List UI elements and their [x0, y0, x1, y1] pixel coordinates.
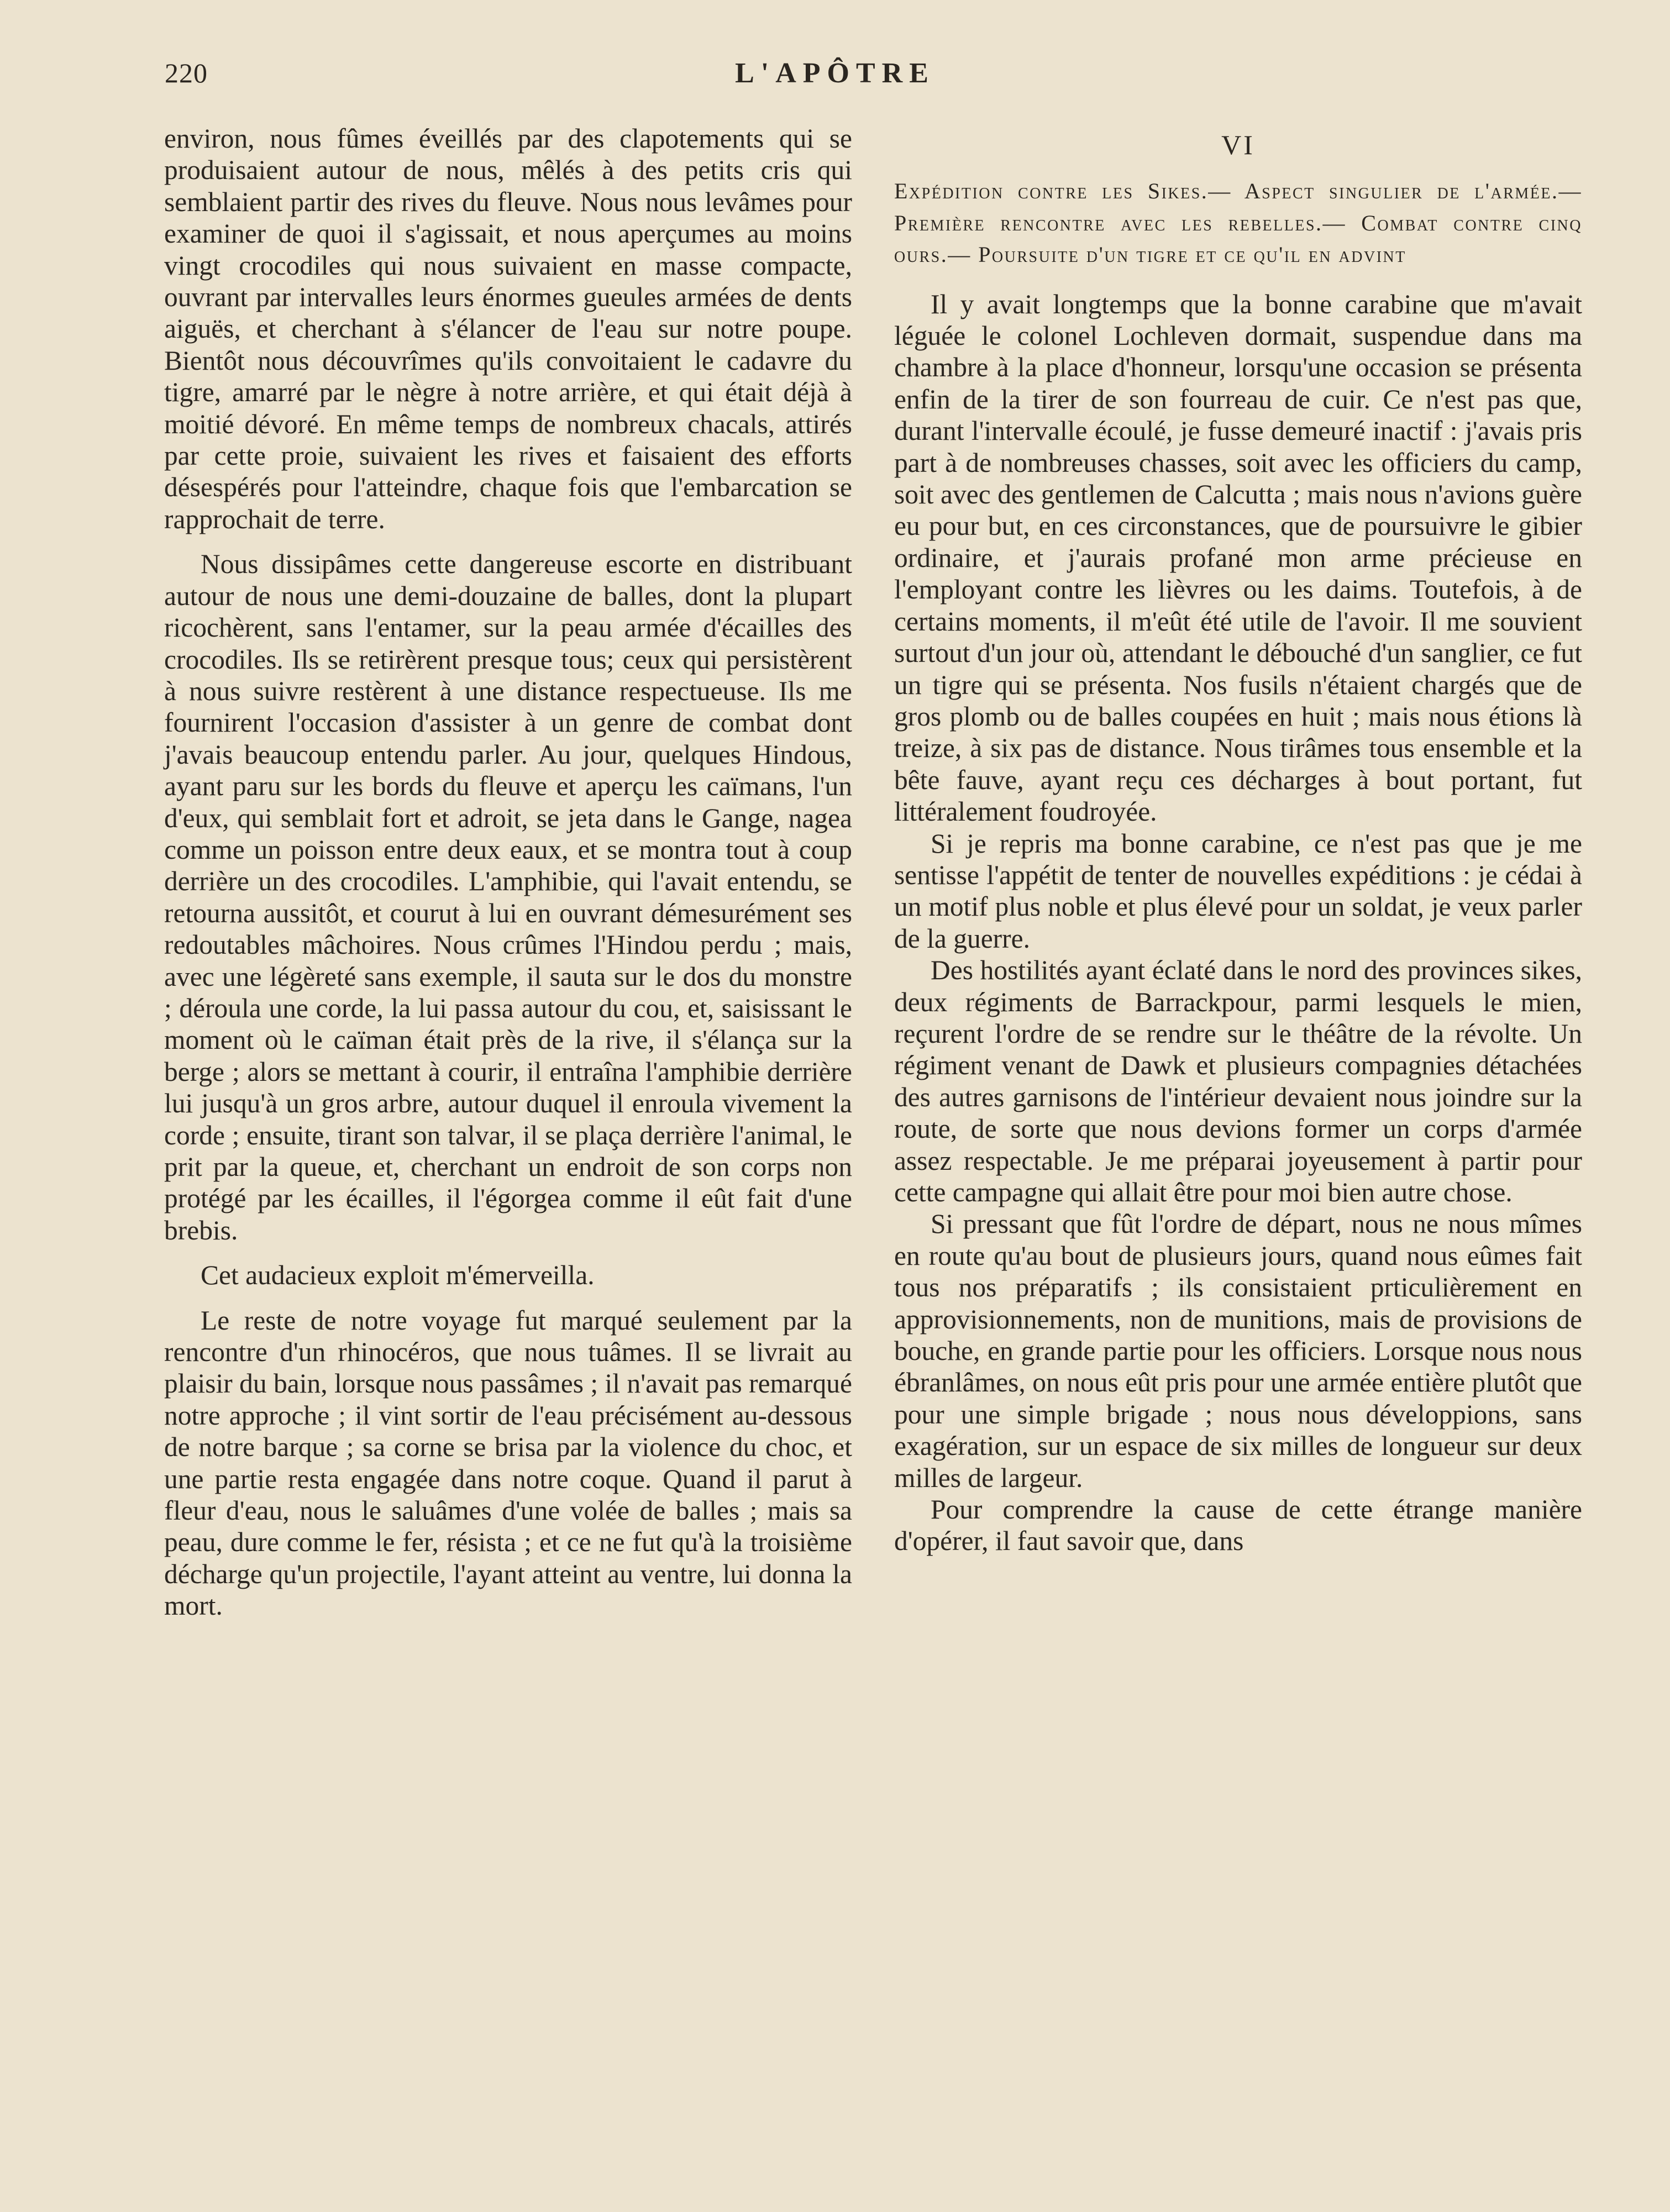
chapter-number: VI [1221, 129, 1255, 160]
page-number: 220 [165, 57, 208, 88]
paragraph: Pour comprendre la cause de cette étrange manière d'opérer, il faut savoir que, dans [894, 1494, 1582, 1557]
right-column [894, 123, 1582, 1557]
left-column [164, 123, 852, 1622]
paragraph: Le reste de notre voyage fut marqué seulement par la rencontre d'un rhinocéros, que nous tuâmes. Il se livrait au plaisir du bain, lorsque nous passâmes ; il n'avait pas remarqué notre approche ; il vint sortir de l'eau précisément au-dessous de notre barque ; sa corne se brisa par la violence du choc, et une partie resta engagée dans notre coque. Quand il parut à fleur d'eau, nous le saluâmes d'une volée de balles ; mais sa peau, dure comme le fer, résista ; et ce ne fut qu'à la troisième décharge qu'un projectile, l'ayant atteint au ventre, lui donna la mort. [164, 1305, 852, 1621]
paragraph: Cet audacieux exploit m'émerveilla. [201, 1260, 595, 1291]
paragraph: Si pressant que fût l'ordre de départ, nous ne nous mîmes en route qu'au bout de plusieurs jours, quand nous eûmes fait tous nos préparatifs ; ils consistaient prticulièrement en approvisionnements, non de munitions, mais de provisions de bouche, en grande partie pour les officiers. Lorsque nous nous ébranlâmes, on nous eût pris pour une armée entière plutôt que pour une simple brigade ; nous nous développions, sans exagération, sur un espace de six milles de longueur sur deux milles de largeur. [894, 1209, 1582, 1493]
paragraph: environ, nous fûmes éveillés par des clapotements qui se produisaient autour de nous, mêlés à des petits cris qui semblaient partir des rives du fleuve. Nous nous levâmes pour examiner de quoi il s'agissait, et nous aperçumes au moins vingt crocodiles qui nous suivaient en masse compacte, ouvrant par intervalles leurs énormes gueules armées de dents aiguës, et cherchant à s'élancer de l'eau sur notre poupe. Bientôt nous découvrîmes qu'ils convoitaient le cadavre du tigre, amarré par le nègre à notre arrière, et qui était déjà à moitié dévoré. En même temps de nombreux chacals, attirés par cette proie, suivaient les rives et faisaient des efforts désespérés pour l'atteindre, chaque fois que l'embarcation se rapprochait de terre. [164, 123, 852, 534]
chapter-summary: Expédition contre les Sikes.— Aspect singulier de l'armée.— Première rencontre avec les rebelles.— Combat contre cinq ours.— Poursuite d'un tigre et ce qu'il en advint [894, 178, 1582, 267]
paragraph: Il y avait longtemps que la bonne carabine que m'avait léguée le colonel Lochleven dormait, suspendue dans ma chambre à la place d'honneur, lorsqu'une occasion se présenta enfin de la tirer de son fourreau de cuir. Ce n'est pas que, durant l'intervalle écoulé, je fusse demeuré inactif : j'avais pris part à de nombreuses chasses, soit avec les officiers du camp, soit avec des gentlemen de Calcutta ; mais nous n'avions guère eu pour but, en ces circonstances, que de poursuivre le gibier ordinaire, et j'aurais profané mon arme précieuse en l'employant contre les lièvres ou les daims. Toutefois, à de certains moments, il m'eût été utile de l'avoir. Il me souvient surtout d'un jour où, attendant le débouché d'un sanglier, ce fut un tigre qui se présenta. Nos fusils n'étaient chargés que de gros plomb ou de balles coupées en huit ; mais nous étions là treize, à six pas de distance. Nous tirâmes tous ensemble et la bête fauve, ayant reçu ces décharges à bout portant, fut littéralement foudroyée. [894, 288, 1582, 827]
running-title: L'APÔTRE [735, 57, 935, 89]
paragraph: Si je repris ma bonne carabine, ce n'est pas que je me sentisse l'appétit de tenter de nouvelles expéditions : je cédai à un motif plus noble et plus élevé pour un soldat, je veux parler de la guerre. [894, 828, 1582, 954]
paragraph: Des hostilités ayant éclaté dans le nord des provinces sikes, deux régiments de Barrackpour, parmi lesquels le mien, reçurent l'ordre de se rendre sur le théâtre de la révolte. Un régiment venant de Dawk et plusieurs compagnies détachées des autres garnisons de l'intérieur devaient nous joindre sur la route, de sorte que nous devions former un corps d'armée assez respectable. Je me préparai joyeusement à partir pour cette campagne qui allait être pour moi bien autre chose. [894, 955, 1582, 1207]
paragraph: Nous dissipâmes cette dangereuse escorte en distribuant autour de nous une demi-douzaine de balles, dont la plupart ricochèrent, sans l'entamer, sur la peau armée d'écailles des crocodiles. Ils se retirèrent presque tous; ceux qui persistèrent à nous suivre restèrent à une distance respectueuse. Ils me fournirent l'occasion d'assister à un genre de combat dont j'avais beaucoup entendu parler. Au jour, quelques Hindous, ayant paru sur les bords du fleuve et aperçu les caïmans, l'un d'eux, qui semblait fort et adroit, se jeta dans le Gange, nagea comme un poisson entre deux eaux, et se montra tout à coup derrière un des crocodiles. L'amphibie, qui l'avait entendu, se retourna aussitôt, et courut à lui en ouvrant démesurément ses redoutables mâchoires. Nous crûmes l'Hindou perdu ; mais, avec une légèreté sans exemple, il sauta sur le dos du monstre ; déroula une corde, la lui passa autour du cou, et, saisissant le moment où le caïman était près de la rive, il s'élança sur la berge ; alors se mettant à courir, il entraîna l'amphibie derrière lui jusqu'à un gros arbre, autour duquel il enroula vivement la corde ; ensuite, tirant son talvar, il se plaça derrière l'animal, le prit par la queue, et, cherchant un endroit de son corps non protégé par les écailles, il l'égorgea comme il eût fait d'une brebis. [164, 549, 852, 1246]
